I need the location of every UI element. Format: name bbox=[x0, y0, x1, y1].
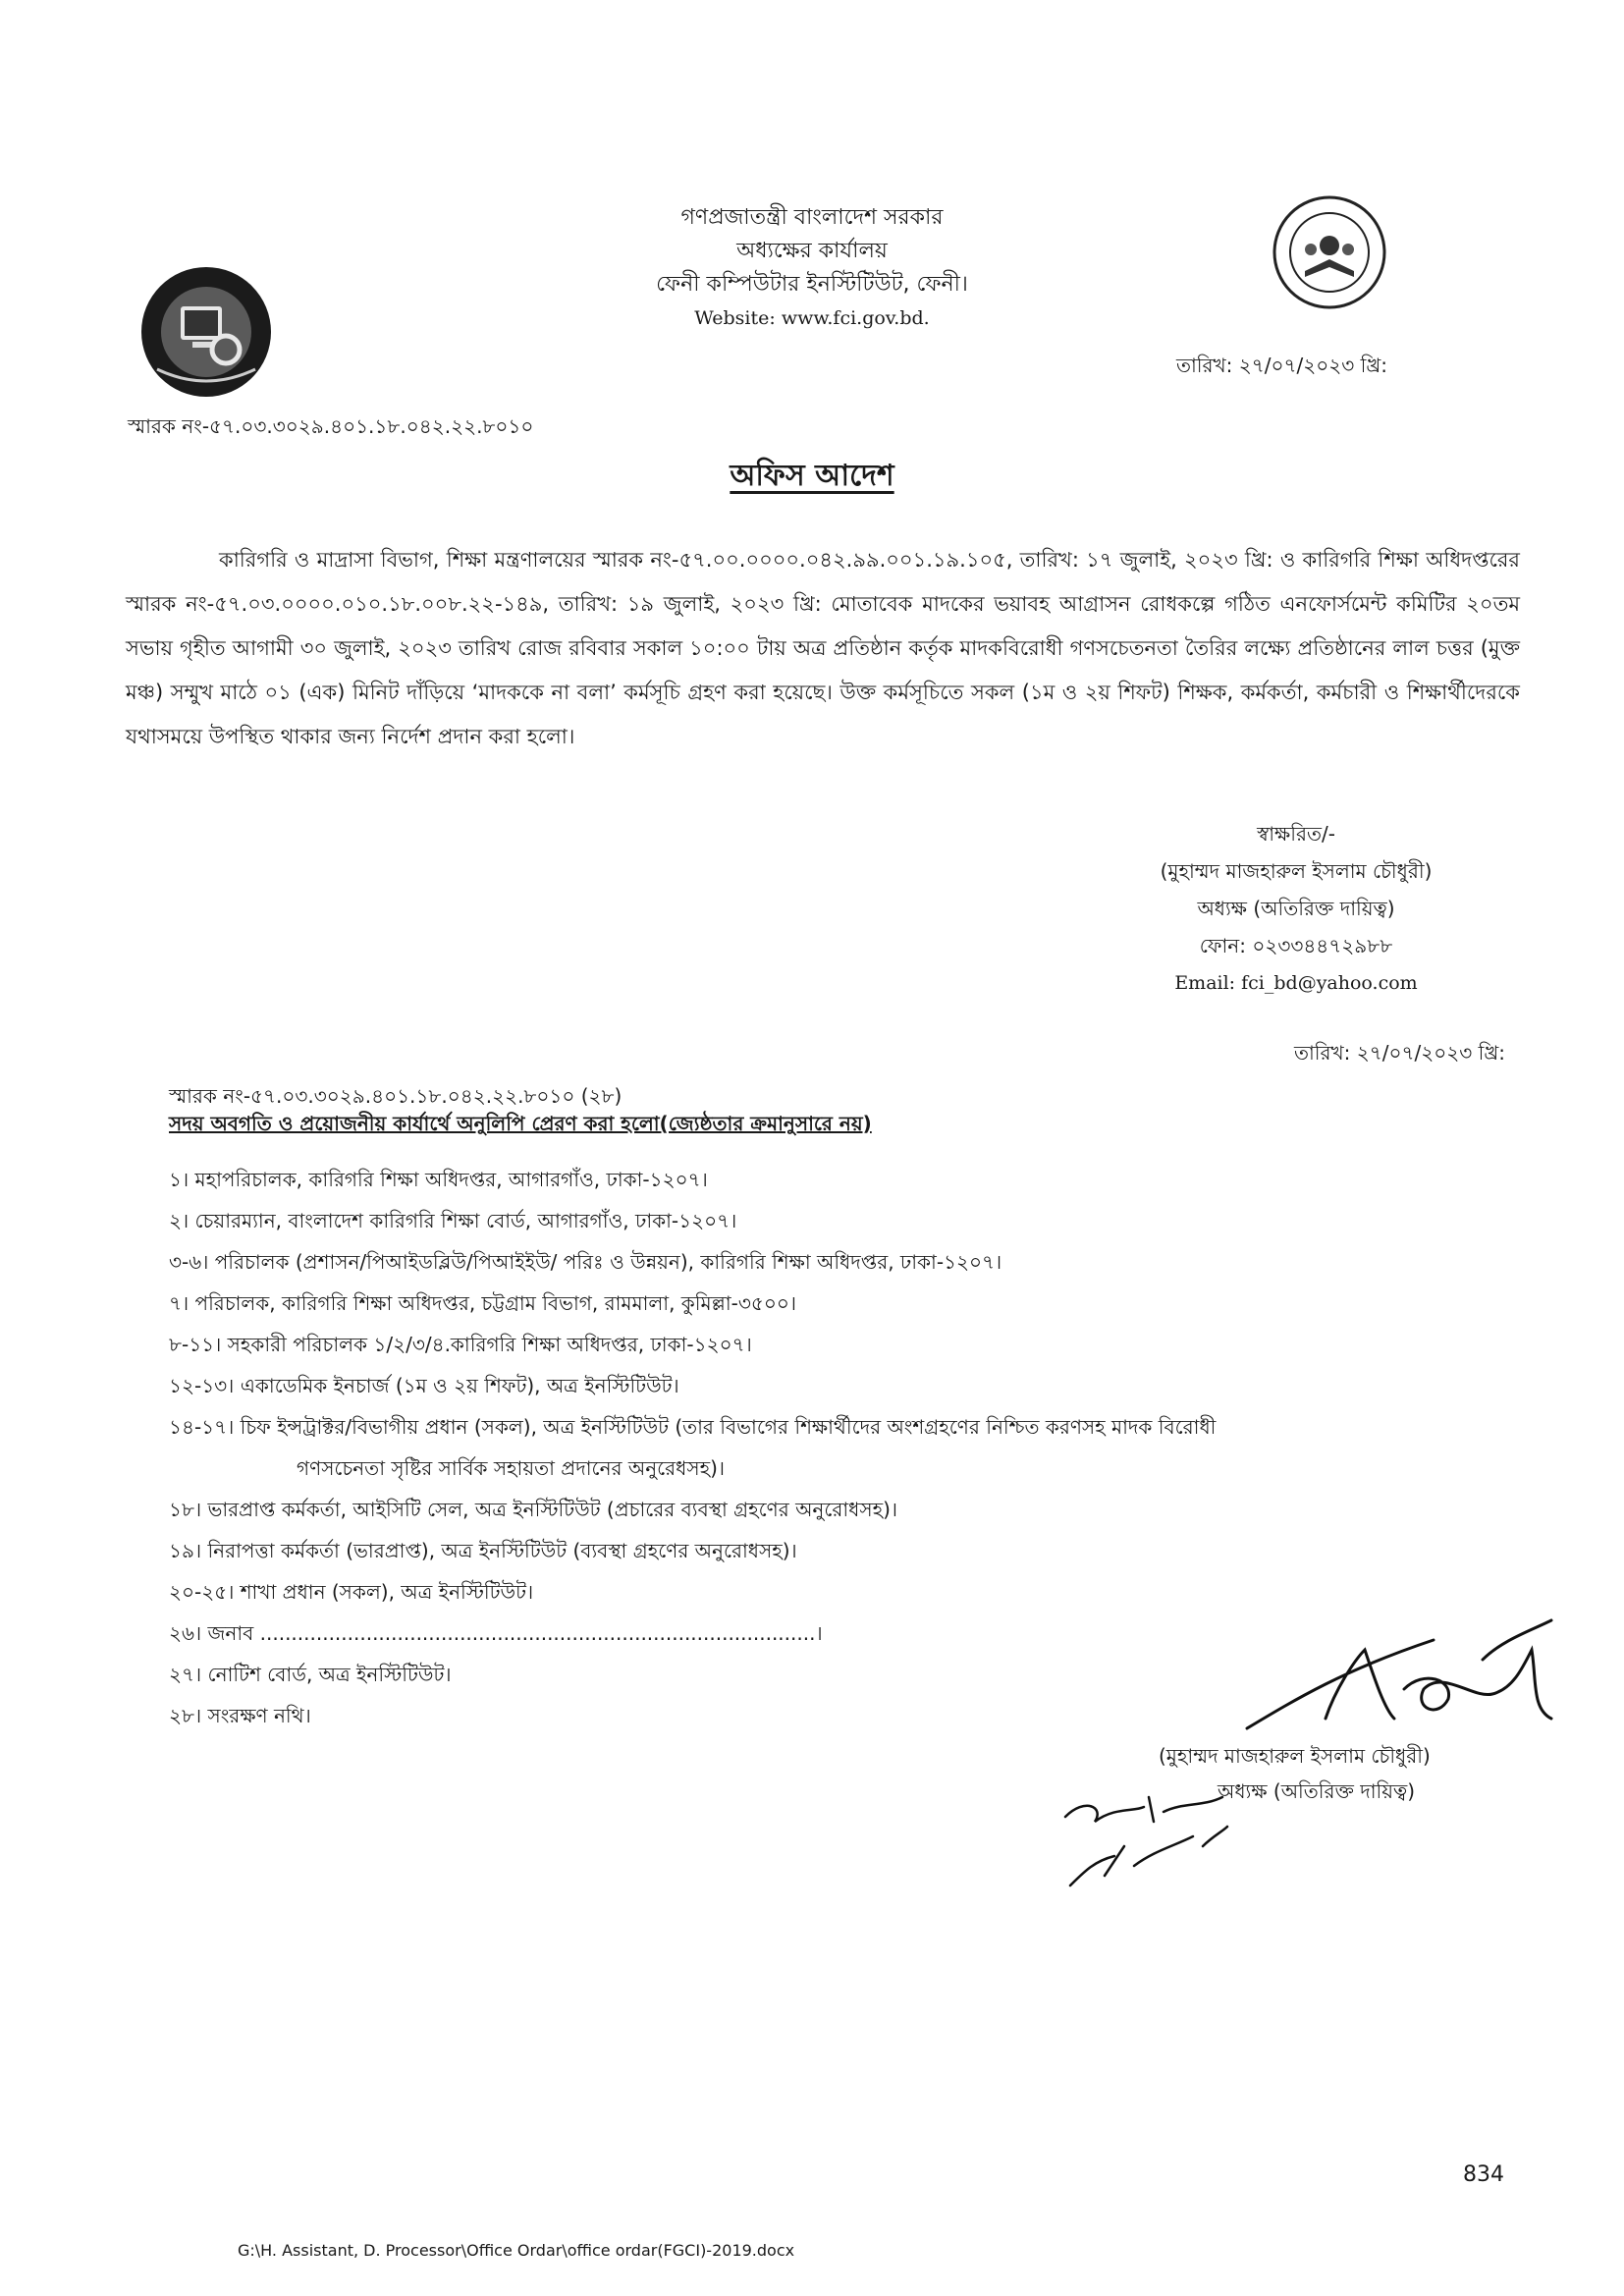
signature-block bbox=[1090, 815, 1502, 1002]
list-item: ৮-১১। সহকারী পরিচালক ১/২/৩/৪.কারিগরি শিক্ষা অধিদপ্তর, ঢাকা-১২০৭। bbox=[169, 1333, 752, 1356]
signatory-designation-2: অধ্যক্ষ (অতিরিক্ত দায়িত্ব) bbox=[1218, 1779, 1416, 1803]
page-title bbox=[0, 452, 1624, 502]
list-item-continuation: গণসচেনতা সৃষ্টির সার্বিক সহায়তা প্রদানের অনুরেধসহ)। bbox=[297, 1456, 726, 1480]
order-body: কারিগরি ও মাদ্রাসা বিভাগ, শিক্ষা মন্ত্রণালয়ের স্মারক নং-৫৭.০০.০০০০.০৪২.৯৯.০০১.১৯.১০৫, তারিখ: ১৭ জুলাই, ২০২৩ খ্রি: ও কারিগরি শিক্ষা অধিদপ্তরের স্মারক নং-৫৭.০৩.০০০০.০১০.১৮.০০৮.২২-১৪৯, তারিখ: ১৯ জুলাই, ২০২৩ খ্রি: মোতাবেক মাদকের ভয়াবহ আগ্রাসন রোধকল্পে গঠিত এনফোর্সমেন্ট কমিটির ২০তম সভায় গৃহীত আগামী ৩০ জুলাই, ২০২৩ তারিখ রোজ রবিবার সকাল ১০:০০ টায় অত্র প্রতিষ্ঠান কর্তৃক মাদকবিরোধী গণসচেতনতা তৈরির লক্ষ্যে প্রতিষ্ঠানের লাল চত্তর (মুক্ত মঞ্চ) সম্মুখ মাঠে ০১ (এক) মিনিট দাঁড়িয়ে ‘মাদককে না বলা’ কর্মসূচি গ্রহণ করা হয়েছে। উক্ত কর্মসূচিতে সকল (১ম ও ২য় শিফট) শিক্ষক, কর্মকর্তা, কর্মচারী ও শিক্ষার্থীদেরকে যথাসময়ে উপস্থিত থাকার জন্য নির্দেশ প্রদান করা হলো। bbox=[126, 548, 1520, 748]
list-item: ২০-২৫। শাখা প্রধান (সকল), অত্র ইনস্টিটিউট। bbox=[169, 1580, 534, 1604]
header-line-govt: গণপ্রজাতন্ত্রী বাংলাদেশ সরকার bbox=[680, 205, 944, 230]
signatory-designation: অধ্যক্ষ (অতিরিক্ত দায়িত্ব) bbox=[1197, 897, 1395, 920]
list-item: ২। চেয়ারম্যান, বাংলাদেশ কারিগরি শিক্ষা বোর্ড, আগারগাঁও, ঢাকা-১২০৭। bbox=[169, 1209, 737, 1232]
copy-heading: সদয় অবগতি ও প্রয়োজনীয় কার্যার্থে অনুলিপি প্রেরণ করা হলো(জ্যেষ্ঠতার ক্রমানুসারে নয়) bbox=[169, 1112, 872, 1135]
signatory-name: (মুহাম্মদ মাজহারুল ইসলাম চৌধুরী) bbox=[1160, 859, 1433, 883]
signed-label: স্বাক্ষরিত/- bbox=[1257, 822, 1335, 846]
copy-date: তারিখ: ২৭/০৭/২০২৩ খ্রি: bbox=[1294, 1041, 1505, 1065]
signatory-email: Email: fci_bd@yahoo.com bbox=[1174, 972, 1418, 994]
list-item: ১। মহাপরিচালক, কারিগরি শিক্ষা অধিদপ্তর, আগারগাঁও, ঢাকা-১২০৭। bbox=[169, 1168, 708, 1191]
list-item: ২৭। নোটিশ বোর্ড, অত্র ইনস্টিটিউট। bbox=[169, 1663, 452, 1686]
list-item: ১৪-১৭। চিফ ইন্সট্রাক্টর/বিভাগীয় প্রধান (সকল), অত্র ইনস্টিটিউট (তার বিভাগের শিক্ষার্থীদের অংশগ্রহণের নিশ্চিত করণসহ মাদক বিরোধী bbox=[169, 1415, 1217, 1439]
footer-file-path: G:\H. Assistant, D. Processor\Office Ordar\office ordar(FGCI)-2019.docx bbox=[238, 2241, 795, 2260]
letterhead bbox=[0, 201, 1624, 335]
copy-memo-number: স্মারক নং-৫৭.০৩.৩০২৯.৪০১.১৮.০৪২.২২.৮০১০ (২৮) bbox=[169, 1084, 623, 1108]
page-number: 834 bbox=[1463, 2162, 1504, 2187]
list-item: ১২-১৩। একাডেমিক ইনচার্জ (১ম ও ২য় শিফট), অত্র ইনস্টিটিউট। bbox=[169, 1374, 679, 1397]
signature-block-2 bbox=[1159, 1738, 1431, 1809]
signatory-phone: ফোন: ০২৩৩৪৪৭২৯৮৮ bbox=[1199, 934, 1393, 957]
list-item: ১৯। নিরাপত্তা কর্মকর্তা (ভারপ্রাপ্ত), অত্র ইনস্টিটিউট (ব্যবস্থা গ্রহণের অনুরোধসহ)। bbox=[169, 1539, 797, 1562]
list-item: ২৮। সংরক্ষণ নথি। bbox=[169, 1704, 311, 1727]
order-date: তারিখ: ২৭/০৭/২০২৩ খ্রি: bbox=[1176, 354, 1387, 377]
header-line-office: অধ্যক্ষের কার্যালয় bbox=[736, 239, 888, 263]
list-item: ১৮। ভারপ্রাপ্ত কর্মকর্তা, আইসিটি সেল, অত্র ইনস্টিটিউট (প্রচারের ব্যবস্থা গ্রহণের অনুরোধসহ)। bbox=[169, 1498, 898, 1521]
header-website: Website: www.fci.gov.bd. bbox=[694, 307, 930, 329]
list-item: ৭। পরিচালক, কারিগরি শিক্ষা অধিদপ্তর, চট্টগ্রাম বিভাগ, রামমালা, কুমিল্লা-৩৫০০। bbox=[169, 1291, 797, 1315]
handwritten-signature-icon bbox=[1237, 1611, 1571, 1748]
memo-number: স্মারক নং-৫৭.০৩.৩০২৯.৪০১.১৮.০৪২.২২.৮০১০ bbox=[128, 414, 534, 438]
signatory-name-2: (মুহাম্মদ মাজহারুল ইসলাম চৌধুরী) bbox=[1159, 1744, 1431, 1768]
header-line-institute: ফেনী কম্পিউটার ইনস্টিটিউট, ফেনী। bbox=[656, 272, 968, 297]
list-item: ২৬। জনাব .........................................................................................। bbox=[169, 1621, 823, 1645]
title-text: অফিস আদেশ bbox=[730, 459, 894, 493]
list-item: ৩-৬। পরিচালক (প্রশাসন/পিআইডব্লিউ/পিআইইউ/ পরিঃ ও উন্নয়ন), কারিগরি শিক্ষা অধিদপ্তর, ঢাকা-১২০৭। bbox=[169, 1250, 1002, 1274]
